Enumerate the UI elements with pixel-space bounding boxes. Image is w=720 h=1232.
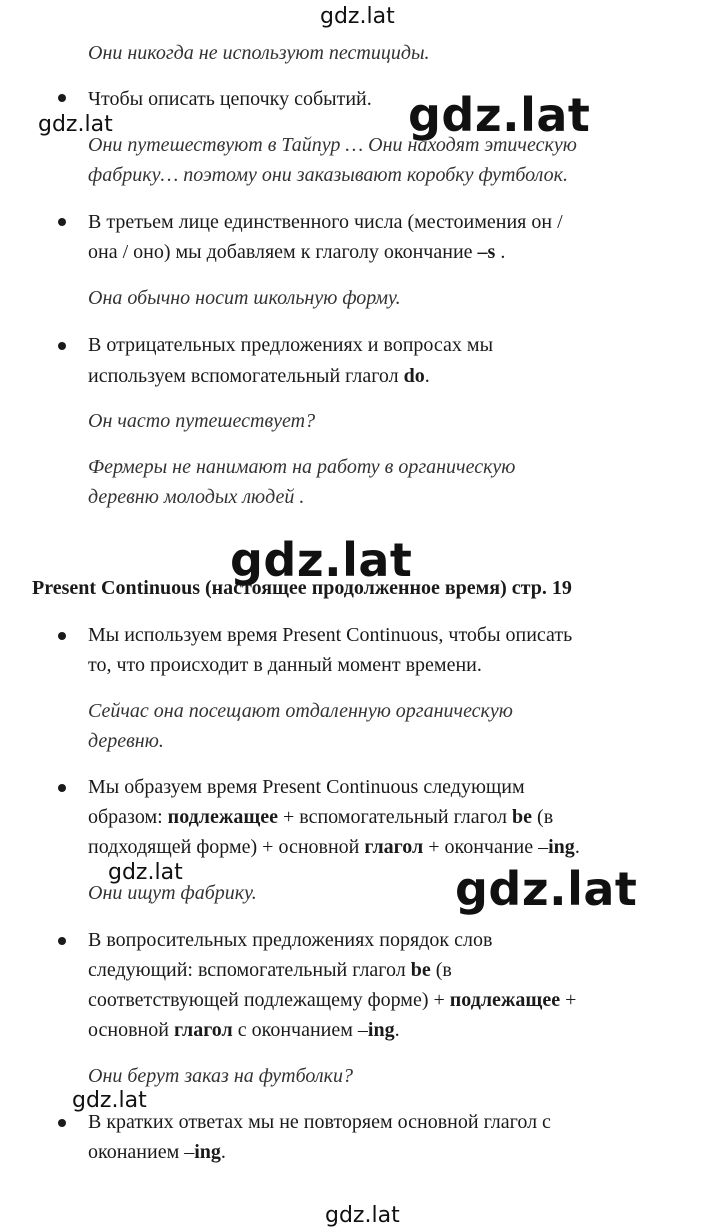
rule-text — [88, 960, 452, 980]
rule-text: Мы образуем время Present Continuous следующим — [88, 776, 525, 798]
rule-text-part: . — [220, 1141, 226, 1163]
rule-text — [88, 1142, 226, 1162]
example-sentence: Он часто путешествует? — [88, 410, 316, 432]
rule-text: то, что происходит в данный момент времени. — [88, 654, 482, 676]
watermark-text: gdz.lat — [72, 1088, 147, 1113]
rule-text — [88, 807, 553, 827]
keyword-highlight: подлежащее — [449, 989, 561, 1011]
rule-text: В отрицательных предложениях и вопросах мы — [88, 334, 493, 356]
rule-text-part: + — [560, 989, 577, 1011]
rule-text: Мы используем время Present Continuous, чтобы описать — [88, 624, 573, 646]
ending-highlight: –s — [477, 241, 496, 263]
bullet-marker — [58, 94, 66, 102]
watermark-text: gdz.lat — [320, 4, 395, 29]
watermark-text: gdz.lat — [38, 112, 113, 137]
rule-text — [88, 1020, 400, 1040]
rule-text — [88, 990, 576, 1010]
rule-text — [88, 837, 580, 857]
rule-text-part: . — [574, 836, 580, 858]
rule-text — [88, 366, 430, 386]
rule-text-part: она / оно) мы добавляем к глаголу окончание — [88, 241, 478, 263]
keyword-highlight: do — [403, 365, 425, 387]
rule-text-part: . — [495, 241, 506, 263]
rule-text-part: (в — [430, 959, 452, 981]
rule-text-part: (в — [532, 806, 554, 828]
rule-text-part: с окончанием – — [232, 1019, 368, 1041]
bullet-marker — [58, 218, 66, 226]
bullet-marker — [58, 1119, 66, 1127]
keyword-highlight: глагол — [173, 1019, 233, 1041]
rule-text-part: + окончание – — [423, 836, 549, 858]
example-sentence: Они никогда не используют пестициды. — [88, 42, 430, 64]
example-sentence: Фермеры не нанимают на работу в органическую — [88, 456, 516, 478]
example-sentence: Она обычно носит школьную форму. — [88, 287, 401, 309]
rule-text: Чтобы описать цепочку событий. — [88, 88, 372, 110]
rule-text-part: образом: — [88, 806, 168, 828]
rule-text: В третьем лице единственного числа (местоимения он / — [88, 211, 563, 233]
keyword-highlight: ing — [194, 1141, 221, 1163]
keyword-highlight: be — [410, 959, 431, 981]
watermark-text: gdz.lat — [230, 533, 413, 587]
rule-text-part: . — [394, 1019, 400, 1041]
bullet-marker — [58, 937, 66, 945]
example-sentence: деревню молодых людей . — [88, 486, 305, 508]
example-sentence: фабрику… поэтому они заказывают коробку футболок. — [88, 164, 568, 186]
rule-text: В кратких ответах мы не повторяем основной глагол с — [88, 1111, 551, 1133]
watermark-text: gdz.lat — [408, 88, 591, 142]
rule-text-part: оконанием – — [88, 1141, 195, 1163]
keyword-highlight: ing — [548, 836, 575, 858]
rule-text-part: используем вспомогательный глагол — [88, 365, 404, 387]
watermark-text: gdz.lat — [325, 1203, 400, 1228]
example-sentence: Сейчас она посещают отдаленную органическую — [88, 700, 513, 722]
keyword-highlight: ing — [367, 1019, 395, 1041]
example-sentence: Они путешествуют в Тайпур … Они находят этическую — [88, 134, 577, 156]
rule-text-part: основной — [88, 1019, 174, 1041]
rule-text — [88, 242, 505, 262]
rule-text-part: следующий: вспомогательный глагол — [88, 959, 411, 981]
rule-text-part: . — [424, 365, 430, 387]
example-sentence: деревню. — [88, 730, 164, 752]
rule-text: В вопросительных предложениях порядок слов — [88, 929, 493, 951]
keyword-highlight: подлежащее — [167, 806, 278, 828]
section-heading: Present Continuous (настоящее продолженное время) стр. 19 — [32, 577, 572, 599]
example-sentence: Они ищут фабрику. — [88, 882, 257, 904]
bullet-marker — [58, 784, 66, 792]
rule-text-part: + вспомогательный глагол — [277, 806, 513, 828]
bullet-marker — [58, 632, 66, 640]
bullet-marker — [58, 342, 66, 350]
example-sentence: Они берут заказ на футболки? — [88, 1065, 353, 1087]
rule-text-part: соответствующей подлежащему форме) + — [88, 989, 450, 1011]
watermark-text: gdz.lat — [455, 862, 638, 916]
watermark-text: gdz.lat — [108, 860, 183, 885]
rule-text-part: подходящей форме) + основной — [88, 836, 365, 858]
keyword-highlight: be — [512, 806, 533, 828]
keyword-highlight: глагол — [364, 836, 424, 858]
